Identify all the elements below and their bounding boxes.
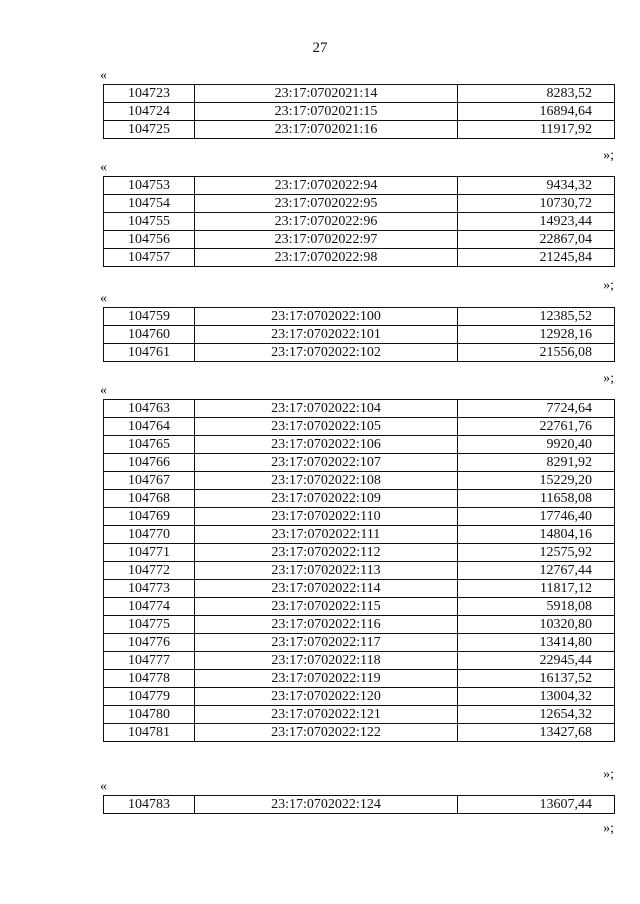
- table-row: [104, 580, 615, 598]
- value-cell: 15229,20: [458, 472, 615, 490]
- opening-quote: «: [100, 291, 107, 306]
- closing-quote: »;: [603, 278, 614, 293]
- row-id-cell: 104781: [104, 724, 195, 742]
- row-id-cell: 104756: [104, 231, 195, 249]
- value-cell: 11817,12: [458, 580, 615, 598]
- value-cell: 13607,44: [458, 796, 615, 814]
- value-cell: 16894,64: [458, 103, 615, 121]
- cadastral-number-cell: 23:17:0702022:119: [195, 670, 458, 688]
- table-row: [104, 508, 615, 526]
- table-row: [104, 344, 615, 362]
- cadastral-number-cell: 23:17:0702022:114: [195, 580, 458, 598]
- table-row: [104, 177, 615, 195]
- cadastral-number-cell: 23:17:0702022:98: [195, 249, 458, 267]
- table-row: [104, 103, 615, 121]
- opening-quote: «: [100, 68, 107, 83]
- value-cell: 12767,44: [458, 562, 615, 580]
- cadastral-number-cell: 23:17:0702022:104: [195, 400, 458, 418]
- cadastral-number-cell: 23:17:0702022:121: [195, 706, 458, 724]
- cadastral-number-cell: 23:17:0702022:107: [195, 454, 458, 472]
- closing-quote: »;: [603, 767, 614, 782]
- value-cell: 13004,32: [458, 688, 615, 706]
- row-id-cell: 104763: [104, 400, 195, 418]
- row-id-cell: 104768: [104, 490, 195, 508]
- value-cell: 9434,32: [458, 177, 615, 195]
- row-id-cell: 104761: [104, 344, 195, 362]
- closing-quote: »;: [603, 821, 614, 836]
- opening-quote: «: [100, 383, 107, 398]
- cadastral-number-cell: 23:17:0702022:120: [195, 688, 458, 706]
- value-cell: 11658,08: [458, 490, 615, 508]
- table-row: [104, 400, 615, 418]
- cadastral-number-cell: 23:17:0702021:14: [195, 85, 458, 103]
- value-cell: 16137,52: [458, 670, 615, 688]
- cadastral-number-cell: 23:17:0702022:108: [195, 472, 458, 490]
- page-number: 27: [312, 40, 328, 56]
- table-row: [104, 544, 615, 562]
- cadastral-number-cell: 23:17:0702022:115: [195, 598, 458, 616]
- cadastral-number-cell: 23:17:0702022:122: [195, 724, 458, 742]
- cadastral-number-cell: 23:17:0702022:116: [195, 616, 458, 634]
- row-id-cell: 104723: [104, 85, 195, 103]
- cadastral-table: [103, 795, 615, 814]
- table-row: [104, 121, 615, 139]
- value-cell: 22945,44: [458, 652, 615, 670]
- value-cell: 8283,52: [458, 85, 615, 103]
- cadastral-number-cell: 23:17:0702022:112: [195, 544, 458, 562]
- closing-quote: »;: [603, 148, 614, 163]
- opening-quote: «: [100, 779, 107, 794]
- table-row: [104, 688, 615, 706]
- value-cell: 21556,08: [458, 344, 615, 362]
- table-row: [104, 706, 615, 724]
- row-id-cell: 104724: [104, 103, 195, 121]
- value-cell: 12575,92: [458, 544, 615, 562]
- row-id-cell: 104755: [104, 213, 195, 231]
- row-id-cell: 104766: [104, 454, 195, 472]
- cadastral-number-cell: 23:17:0702022:95: [195, 195, 458, 213]
- value-cell: 10730,72: [458, 195, 615, 213]
- value-cell: 5918,08: [458, 598, 615, 616]
- table-row: [104, 195, 615, 213]
- value-cell: 13427,68: [458, 724, 615, 742]
- row-id-cell: 104754: [104, 195, 195, 213]
- closing-quote: »;: [603, 371, 614, 386]
- opening-quote: «: [100, 160, 107, 175]
- table-row: [104, 598, 615, 616]
- table-row: [104, 326, 615, 344]
- value-cell: 13414,80: [458, 634, 615, 652]
- cadastral-number-cell: 23:17:0702022:117: [195, 634, 458, 652]
- table-row: [104, 724, 615, 742]
- value-cell: 12928,16: [458, 326, 615, 344]
- table-row: [104, 562, 615, 580]
- table-row: [104, 213, 615, 231]
- value-cell: 8291,92: [458, 454, 615, 472]
- value-cell: 22761,76: [458, 418, 615, 436]
- table-row: [104, 436, 615, 454]
- value-cell: 11917,92: [458, 121, 615, 139]
- cadastral-number-cell: 23:17:0702022:106: [195, 436, 458, 454]
- row-id-cell: 104759: [104, 308, 195, 326]
- table-row: [104, 670, 615, 688]
- table-row: [104, 231, 615, 249]
- cadastral-number-cell: 23:17:0702022:109: [195, 490, 458, 508]
- value-cell: 17746,40: [458, 508, 615, 526]
- table-row: [104, 796, 615, 814]
- row-id-cell: 104753: [104, 177, 195, 195]
- row-id-cell: 104770: [104, 526, 195, 544]
- row-id-cell: 104757: [104, 249, 195, 267]
- cadastral-number-cell: 23:17:0702022:101: [195, 326, 458, 344]
- table-row: [104, 616, 615, 634]
- row-id-cell: 104778: [104, 670, 195, 688]
- table-row: [104, 308, 615, 326]
- cadastral-number-cell: 23:17:0702022:105: [195, 418, 458, 436]
- row-id-cell: 104764: [104, 418, 195, 436]
- row-id-cell: 104783: [104, 796, 195, 814]
- row-id-cell: 104760: [104, 326, 195, 344]
- row-id-cell: 104774: [104, 598, 195, 616]
- row-id-cell: 104776: [104, 634, 195, 652]
- value-cell: 12385,52: [458, 308, 615, 326]
- table-row: [104, 418, 615, 436]
- cadastral-number-cell: 23:17:0702022:118: [195, 652, 458, 670]
- cadastral-table: [103, 399, 615, 742]
- table-row: [104, 85, 615, 103]
- row-id-cell: 104771: [104, 544, 195, 562]
- row-id-cell: 104779: [104, 688, 195, 706]
- table-row: [104, 652, 615, 670]
- value-cell: 9920,40: [458, 436, 615, 454]
- cadastral-number-cell: 23:17:0702022:96: [195, 213, 458, 231]
- cadastral-table: [103, 176, 615, 267]
- table-row: [104, 454, 615, 472]
- value-cell: 22867,04: [458, 231, 615, 249]
- row-id-cell: 104780: [104, 706, 195, 724]
- table-row: [104, 526, 615, 544]
- cadastral-number-cell: 23:17:0702022:124: [195, 796, 458, 814]
- cadastral-number-cell: 23:17:0702022:94: [195, 177, 458, 195]
- cadastral-number-cell: 23:17:0702022:110: [195, 508, 458, 526]
- row-id-cell: 104773: [104, 580, 195, 598]
- cadastral-number-cell: 23:17:0702022:100: [195, 308, 458, 326]
- table-row: [104, 634, 615, 652]
- cadastral-number-cell: 23:17:0702021:15: [195, 103, 458, 121]
- value-cell: 21245,84: [458, 249, 615, 267]
- value-cell: 7724,64: [458, 400, 615, 418]
- value-cell: 14923,44: [458, 213, 615, 231]
- value-cell: 12654,32: [458, 706, 615, 724]
- cadastral-number-cell: 23:17:0702022:102: [195, 344, 458, 362]
- row-id-cell: 104767: [104, 472, 195, 490]
- value-cell: 10320,80: [458, 616, 615, 634]
- cadastral-table: [103, 307, 615, 362]
- cadastral-table: [103, 84, 615, 139]
- row-id-cell: 104777: [104, 652, 195, 670]
- row-id-cell: 104769: [104, 508, 195, 526]
- cadastral-number-cell: 23:17:0702021:16: [195, 121, 458, 139]
- row-id-cell: 104765: [104, 436, 195, 454]
- row-id-cell: 104772: [104, 562, 195, 580]
- table-row: [104, 249, 615, 267]
- row-id-cell: 104725: [104, 121, 195, 139]
- cadastral-number-cell: 23:17:0702022:97: [195, 231, 458, 249]
- row-id-cell: 104775: [104, 616, 195, 634]
- value-cell: 14804,16: [458, 526, 615, 544]
- table-row: [104, 490, 615, 508]
- cadastral-number-cell: 23:17:0702022:113: [195, 562, 458, 580]
- table-row: [104, 472, 615, 490]
- cadastral-number-cell: 23:17:0702022:111: [195, 526, 458, 544]
